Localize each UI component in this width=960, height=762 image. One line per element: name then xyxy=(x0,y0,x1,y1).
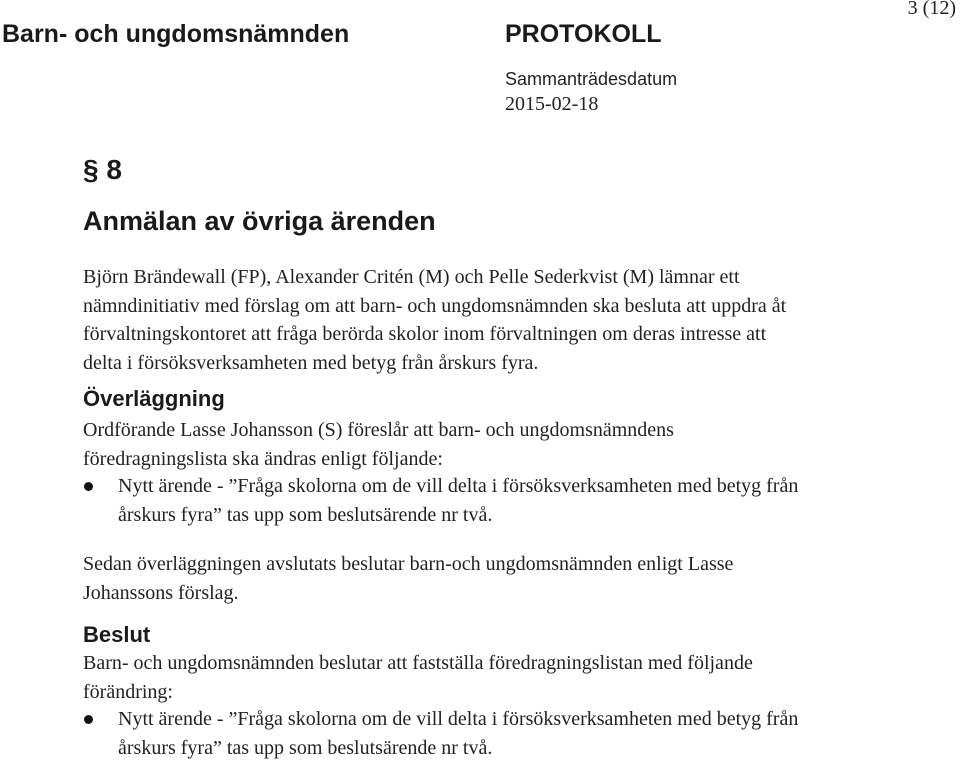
deliberation-conclusion: Sedan överläggningen avslutats beslutar barn-och ungdomsnämnden enligt Lasse Johanssons förslag. xyxy=(83,553,734,604)
bullet-icon xyxy=(84,715,93,724)
list-item-text: Nytt ärende - ”Fråga skolorna om de vill delta i försöksverksamheten med betyg från årskurs fyra” tas upp som beslutsärende nr två. xyxy=(118,708,799,759)
deliberation-bullet-list xyxy=(83,472,803,529)
meeting-date-label: Sammanträdesdatum xyxy=(505,69,678,89)
decision-paragraph: Barn- och ungdomsnämnden beslutar att fastställa föredragningslistan med följande förändring: xyxy=(83,652,753,703)
decision-bullet-list xyxy=(83,705,803,762)
organization-name: Barn- och ungdomsnämnden xyxy=(2,20,350,48)
bullet-icon xyxy=(84,482,93,491)
section-title: Anmälan av övriga ärenden xyxy=(83,206,436,236)
section-number: § 8 xyxy=(83,154,122,185)
intro-paragraph: Björn Brändewall (FP), Alexander Critén (M) och Pelle Sederkvist (M) lämnar ett nämndinitiativ med förslag om att barn- och ungdomsnämnden ska besluta att uppdra åt förvaltningskontoret att fråga berörda skolor inom förvaltningen om deras intresse att delta i försöksverksamheten med betyg från årskurs fyra. xyxy=(83,266,787,374)
list-item xyxy=(83,705,803,762)
deliberation-paragraph: Ordförande Lasse Johansson (S) föreslår att barn- och ungdomsnämndens föredragningslista ska ändras enligt följande: xyxy=(83,419,674,470)
list-item-text: Nytt ärende - ”Fråga skolorna om de vill delta i försöksverksamheten med betyg från årskurs fyra” tas upp som beslutsärende nr två. xyxy=(118,475,799,526)
document-type: PROTOKOLL xyxy=(505,20,662,48)
page-indicator: 3 (12) xyxy=(907,0,956,19)
meeting-date: 2015-02-18 xyxy=(505,93,599,115)
list-item xyxy=(83,472,803,529)
decision-heading: Beslut xyxy=(83,622,151,647)
deliberation-heading: Överläggning xyxy=(83,386,225,411)
